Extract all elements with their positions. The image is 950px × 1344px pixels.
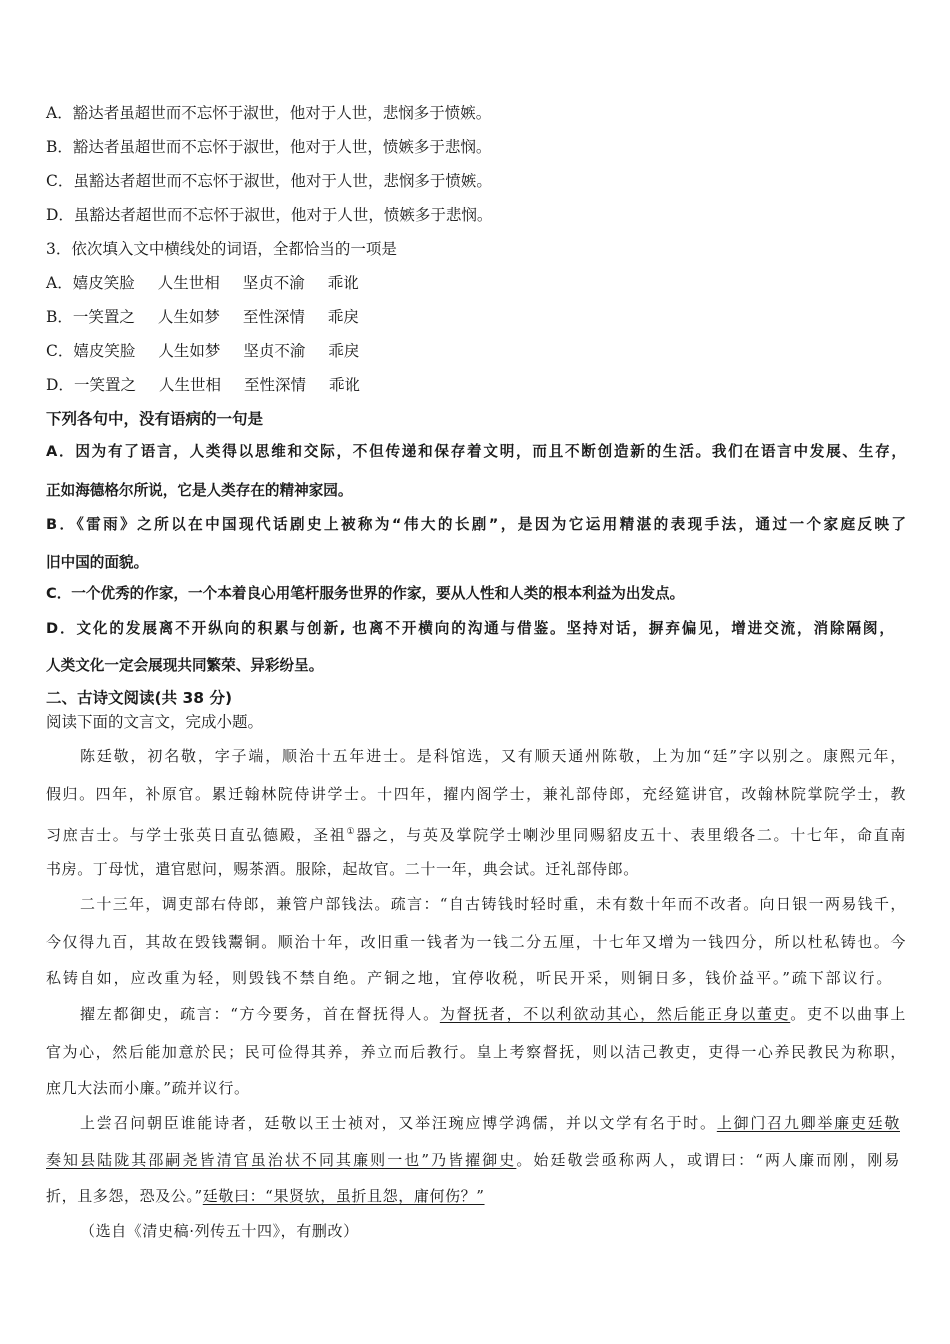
q4-option-a-line2: 正如海德格尔所说，它是人类存在的精神家园。 xyxy=(46,482,353,499)
option-word: 嬉皮笑脸 xyxy=(73,342,136,360)
q4-option-a-line1: A．因为有了语言，人类得以思维和交际，不但传递和保存着文明，而且不断创造新的生活。我们在语言中发展、生存， xyxy=(46,443,906,460)
passage-p3-line1 xyxy=(80,1003,906,1025)
text-segment: 器之，与英及掌院学士喇沙里同赐貂皮五十、表里缎各二。十七年，命直南 xyxy=(356,826,906,844)
section-heading: 二、古诗文阅读(共 38 分) xyxy=(46,689,233,707)
option-label: A． xyxy=(46,274,73,292)
passage-p2-line3: 私铸自如，应改重为轻，则毁钱不禁自绝。产铜之地，宜停收税，听民开采，则铜日多，钱价益平。”疏下部议行。 xyxy=(46,969,892,987)
passage-p1-line1: 陈廷敬，初名敬，字子端，顺治十五年进士。是科馆选，又有顺天通州陈敬，上为加“廷”字以别之。康熙元年， xyxy=(80,747,906,765)
q4-option-b-line1: B．《雷雨》之所以在中国现代话剧史上被称为“伟大的长剧”，是因为它运用精湛的表现手法，通过一个家庭反映了 xyxy=(46,516,906,533)
q3-option-d xyxy=(46,374,360,396)
passage-p4-line3 xyxy=(46,1185,485,1207)
passage-p1-line3 xyxy=(46,821,906,846)
text-segment: 折，且多怨，恐及公。” xyxy=(46,1187,203,1205)
passage-p3-line3: 庶几大法而小廉。”疏并议行。 xyxy=(46,1079,250,1097)
option-word: 乖戾 xyxy=(327,308,359,326)
underlined-sentence: 廷敬曰：“果贤欤，虽折且怨，庸何伤？” xyxy=(202,1187,485,1205)
q2-option-c: C．虽豁达者超世而不忘怀于淑世，他对于人世，悲悯多于愤嫉。 xyxy=(46,172,492,190)
text-segment: 擢左都御史，疏言：“方今要务，首在督抚得人。 xyxy=(80,1005,440,1023)
q4-option-b-line2: 旧中国的面貌。 xyxy=(46,554,149,571)
q3-stem: 3．依次填入文中横线处的词语，全都恰当的一项是 xyxy=(46,240,397,258)
underlined-sentence: 上御门召九卿举廉吏廷敬 xyxy=(716,1114,900,1132)
option-label: B． xyxy=(46,308,73,326)
option-word: 一笑置之 xyxy=(72,308,135,326)
option-word: 人生世相 xyxy=(158,376,221,394)
option-word: 嬉皮笑脸 xyxy=(72,274,135,292)
option-word: 坚贞不渝 xyxy=(242,274,305,292)
section-instruction: 阅读下面的文言文，完成小题。 xyxy=(46,713,264,731)
underlined-sentence: 奏知县陆陇其邵嗣尧皆清官虽治状不同其廉则一也”乃皆擢御史 xyxy=(46,1151,517,1169)
option-word: 人生如梦 xyxy=(157,308,220,326)
option-word: 至性深情 xyxy=(242,308,305,326)
passage-p4-line1 xyxy=(80,1112,900,1134)
option-word: 人生如梦 xyxy=(158,342,221,360)
q3-option-a xyxy=(46,272,359,294)
passage-p4-line2 xyxy=(46,1149,900,1171)
text-segment: 。始廷敬尝亟称两人，或谓曰：“两人廉而刚，刚易 xyxy=(516,1151,900,1169)
option-word: 乖讹 xyxy=(328,376,360,394)
passage-p1-line4: 书房。丁母忧，遣官慰问，赐茶酒。服除，起故官。二十一年，典会试。迁礼部侍郎。 xyxy=(46,860,639,878)
text-segment: 。吏不以曲事上 xyxy=(790,1005,906,1023)
q3-option-c xyxy=(46,340,359,362)
option-word: 至性深情 xyxy=(243,376,306,394)
option-word: 乖戾 xyxy=(328,342,360,360)
q4-stem: 下列各句中，没有语病的一句是 xyxy=(46,410,264,428)
option-label: C． xyxy=(46,342,74,360)
q4-option-d-line2: 人类文化一定会展现共同繁荣、异彩纷呈。 xyxy=(46,657,324,674)
underlined-sentence: 为督抚者，不以利欲动其心，然后能正身以董吏 xyxy=(439,1005,791,1023)
passage-source: （选自《清史稿·列传五十四》，有删改） xyxy=(80,1222,359,1240)
option-word: 一笑置之 xyxy=(73,376,136,394)
passage-p3-line2: 官为心，然后能加意於民；民可俭得其养，养立而后教行。皇上考察督抚，则以洁己教吏，吏得一心养民教民为称职， xyxy=(46,1043,906,1061)
passage-p1-line2: 假归。四年，补原官。累迁翰林院侍讲学士。十四年，擢内阁学士，兼礼部侍郎，充经筵讲官，改翰林院掌院学士，教 xyxy=(46,785,906,803)
option-word: 坚贞不渝 xyxy=(243,342,306,360)
q2-option-b: B．豁达者虽超世而不忘怀于淑世，他对于人世，愤嫉多于悲悯。 xyxy=(46,138,492,156)
footnote-marker: ① xyxy=(346,827,357,837)
option-word: 人生世相 xyxy=(157,274,220,292)
text-segment: 习庶吉士。与学士张英日直弘德殿，圣祖 xyxy=(46,826,347,844)
text-segment: 上尝召问朝臣谁能诗者，廷敬以王士祯对，又举汪琬应博学鸿儒，并以文学有名于时。 xyxy=(80,1114,717,1132)
q3-option-b xyxy=(46,306,359,328)
q2-option-a: A．豁达者虽超世而不忘怀于淑世，他对于人世，悲悯多于愤嫉。 xyxy=(46,104,492,122)
option-label: D． xyxy=(46,376,74,394)
q4-option-c: C．一个优秀的作家，一个本着良心用笔杆服务世界的作家，要从人性和人类的根本利益为出发点。 xyxy=(46,585,685,602)
q4-option-d-line1: D．文化的发展离不开纵向的积累与创新, 也离不开横向的沟通与借鉴。坚持对话，摒弃偏见，增进交流，消除隔阂， xyxy=(46,620,894,637)
passage-p2-line1: 二十三年，调吏部右侍郎，兼管户部钱法。疏言：“自古铸钱时轻时重，未有数十年而不改者。向日银一两易钱千， xyxy=(80,895,906,913)
passage-p2-line2: 今仅得九百，其故在毁钱鬻铜。顺治十年，改旧重一钱者为一钱二分五厘，十七年又增为一钱四分，所以杜私铸也。今 xyxy=(46,933,906,951)
option-word: 乖讹 xyxy=(327,274,359,292)
q2-option-d: D．虽豁达者超世而不忘怀于淑世，他对于人世，愤嫉多于悲悯。 xyxy=(46,206,493,224)
